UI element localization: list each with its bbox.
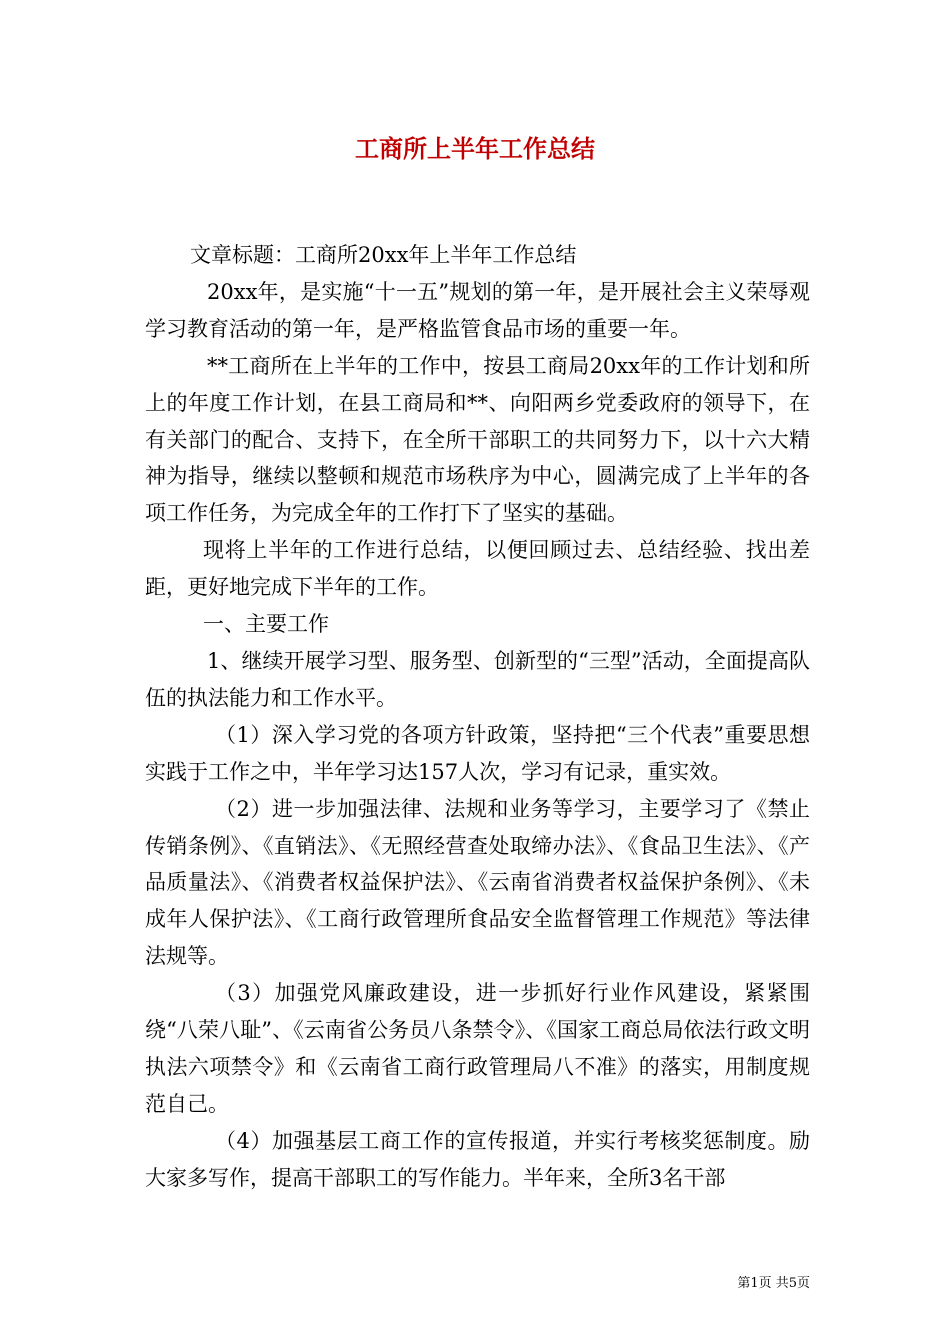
item-1-paragraph: 1、继续开展学习型、服务型、创新型的“三型”活动，全面提高队伍的执法能力和工作水平。 [145,648,810,710]
intro-paragraph: 20xx年，是实施“十一五”规划的第一年，是开展社会主义荣辱观学习教育活动的第一年，是严格监管食品市场的重要一年。 [145,279,810,341]
subitem-2-paragraph: （2）进一步加强法律、法规和业务等学习，主要学习了《禁止传销条例》、《直销法》、《无照经营查处取缔办法》、《食品卫生法》、《产品质量法》、《消费者权益保护法》、《云南省消费者权益保护条例》、《未成年人保护法》、《工商行政管理所食品安全监督管理工作规范》等法律法规等。 [145,796,810,969]
subitem-3-paragraph: （3）加强党风廉政建设，进一步抓好行业作风建设，紧紧围绕“八荣八耻”、《云南省公务员八条禁令》、《国家工商总局依法行政文明执法六项禁令》和《云南省工商行政管理局八不准》的落实，用制度规范自己。 [145,981,810,1116]
subitem-1-paragraph: （1）深入学习党的各项方针政策，坚持把“三个代表”重要思想实践于工作之中，半年学习达157人次，学习有记录，重实效。 [145,722,810,784]
document-body [145,237,810,1197]
page-number-footer: 第1页 共5页 [737,1276,810,1291]
subitem-4-paragraph: （4）加强基层工商工作的宣传报道，并实行考核奖惩制度。励大家多写作，提高干部职工的写作能力。半年来，全所3名干部 [145,1128,810,1190]
section-heading: 一、主要工作 [203,612,329,637]
overview-paragraph: **工商所在上半年的工作中，按县工商局20xx年的工作计划和所上的年度工作计划，在县工商局和**、向阳两乡党委政府的领导下，在有关部门的配合、支持下，在全所干部职工的共同努力下，以十六大精神为指导，继续以整顿和规范市场秩序为中心，圆满完成了上半年的各项工作任务，为完成全年的工作打下了坚实的基础。 [145,353,810,526]
document-title: 工商所上半年工作总结 [355,134,595,163]
summary-intent-paragraph: 现将上半年的工作进行总结，以便回顾过去、总结经验、找出差距，更好地完成下半年的工作。 [145,538,810,600]
article-subject-line: 文章标题：工商所20xx年上半年工作总结 [190,243,577,267]
